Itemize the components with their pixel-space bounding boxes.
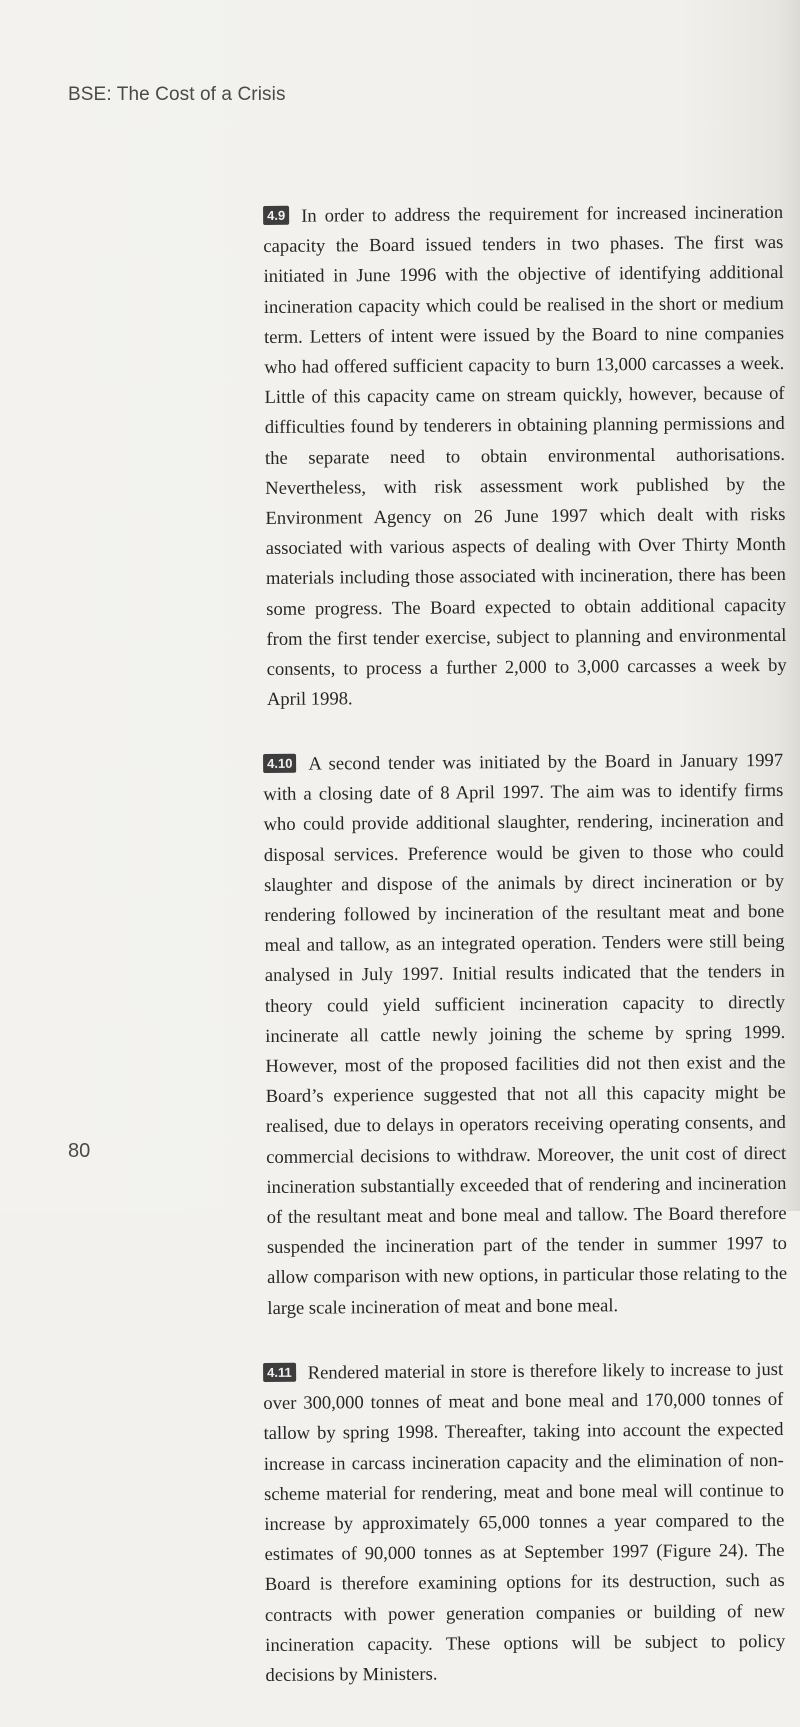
paragraph-number-badge: 4.11 — [263, 1363, 296, 1382]
paragraph-number-badge: 4.9 — [263, 206, 289, 225]
page-number: 80 — [68, 1140, 91, 1162]
paragraph-4-11 — [263, 1355, 786, 1691]
paragraph-4-9 — [263, 198, 787, 716]
paragraph-4-10 — [263, 746, 787, 1324]
body-text — [263, 201, 788, 1727]
paragraph-number-badge: 4.10 — [263, 754, 296, 773]
running-head-title: BSE: The Cost of a Crisis — [68, 84, 286, 105]
paragraph-text: In order to address the requirement for increased incineration capacity the Board issued tenders in two phases. The first was initiated in June 1996 with the objective of identifying additional incineration capacity which could be realised in the short or medium term. Letters of intent were issued by the Board to nine companies who had offered sufficient capacity to burn 13,000 carcasses a week. Little of this capacity came on stream quickly, however, because of difficulties found by tenderers in obtaining planning permissions and the separate need to obtain environmental authorisations. Nevertheless, with risk assessment work published by the Environment Agency on 26 June 1997 which dealt with risks associated with various aspects of dealing with Over Thirty Month materials including those associated with incineration, there has been some progress. The Board expected to obtain additional capacity from the first tender exercise, subject to planning and environmental consents, to process a further 2,000 to 3,000 carcasses a week by April 1998. — [263, 201, 787, 711]
paragraph-text: A second tender was initiated by the Board in January 1997 with a closing date of 8 April 1997. The aim was to identify firms who could provide additional slaughter, rendering, incineration and disposal services. Preference would be given to those who could slaughter and dispose of the animals by direct incineration or by rendering followed by incineration of the resultant meat and bone meal and tallow, as an integrated operation. Tenders were still being analysed in July 1997. Initial results indicated that the tenders in theory could yield sufficient incineration capacity to directly incinerate all cattle newly joining the scheme by spring 1999. However, most of the proposed facilities did not then exist and the Board’s experience suggested that not all this capacity might be realised, due to delays in operators receiving operating consents, and commercial decisions to withdraw. Moreover, the unit cost of direct incineration substantially exceeded that of rendering and incineration of the resultant meat and bone meal and tallow. The Board therefore suspended the incineration part of the tender in summer 1997 to allow comparison with new options, in particular those relating to the large scale incineration of meat and bone meal. — [263, 750, 788, 1320]
paragraph-text: Rendered material in store is therefore likely to increase to just over 300,000 tonnes of meat and bone meal and 170,000 tonnes of tallow by spring 1998. Thereafter, taking into account the expected increase in carcass incineration capacity and the elimination of non-scheme material for rendering, meat and bone meal will continue to increase by approximately 65,000 tonnes a year compared to the estimates of 90,000 tonnes as at September 1997 (Figure 24). The Board is therefore examining options for its destruction, such as contracts with power generation companies or building of new incineration capacity. These options will be subject to policy decisions by Ministers. — [263, 1359, 786, 1687]
